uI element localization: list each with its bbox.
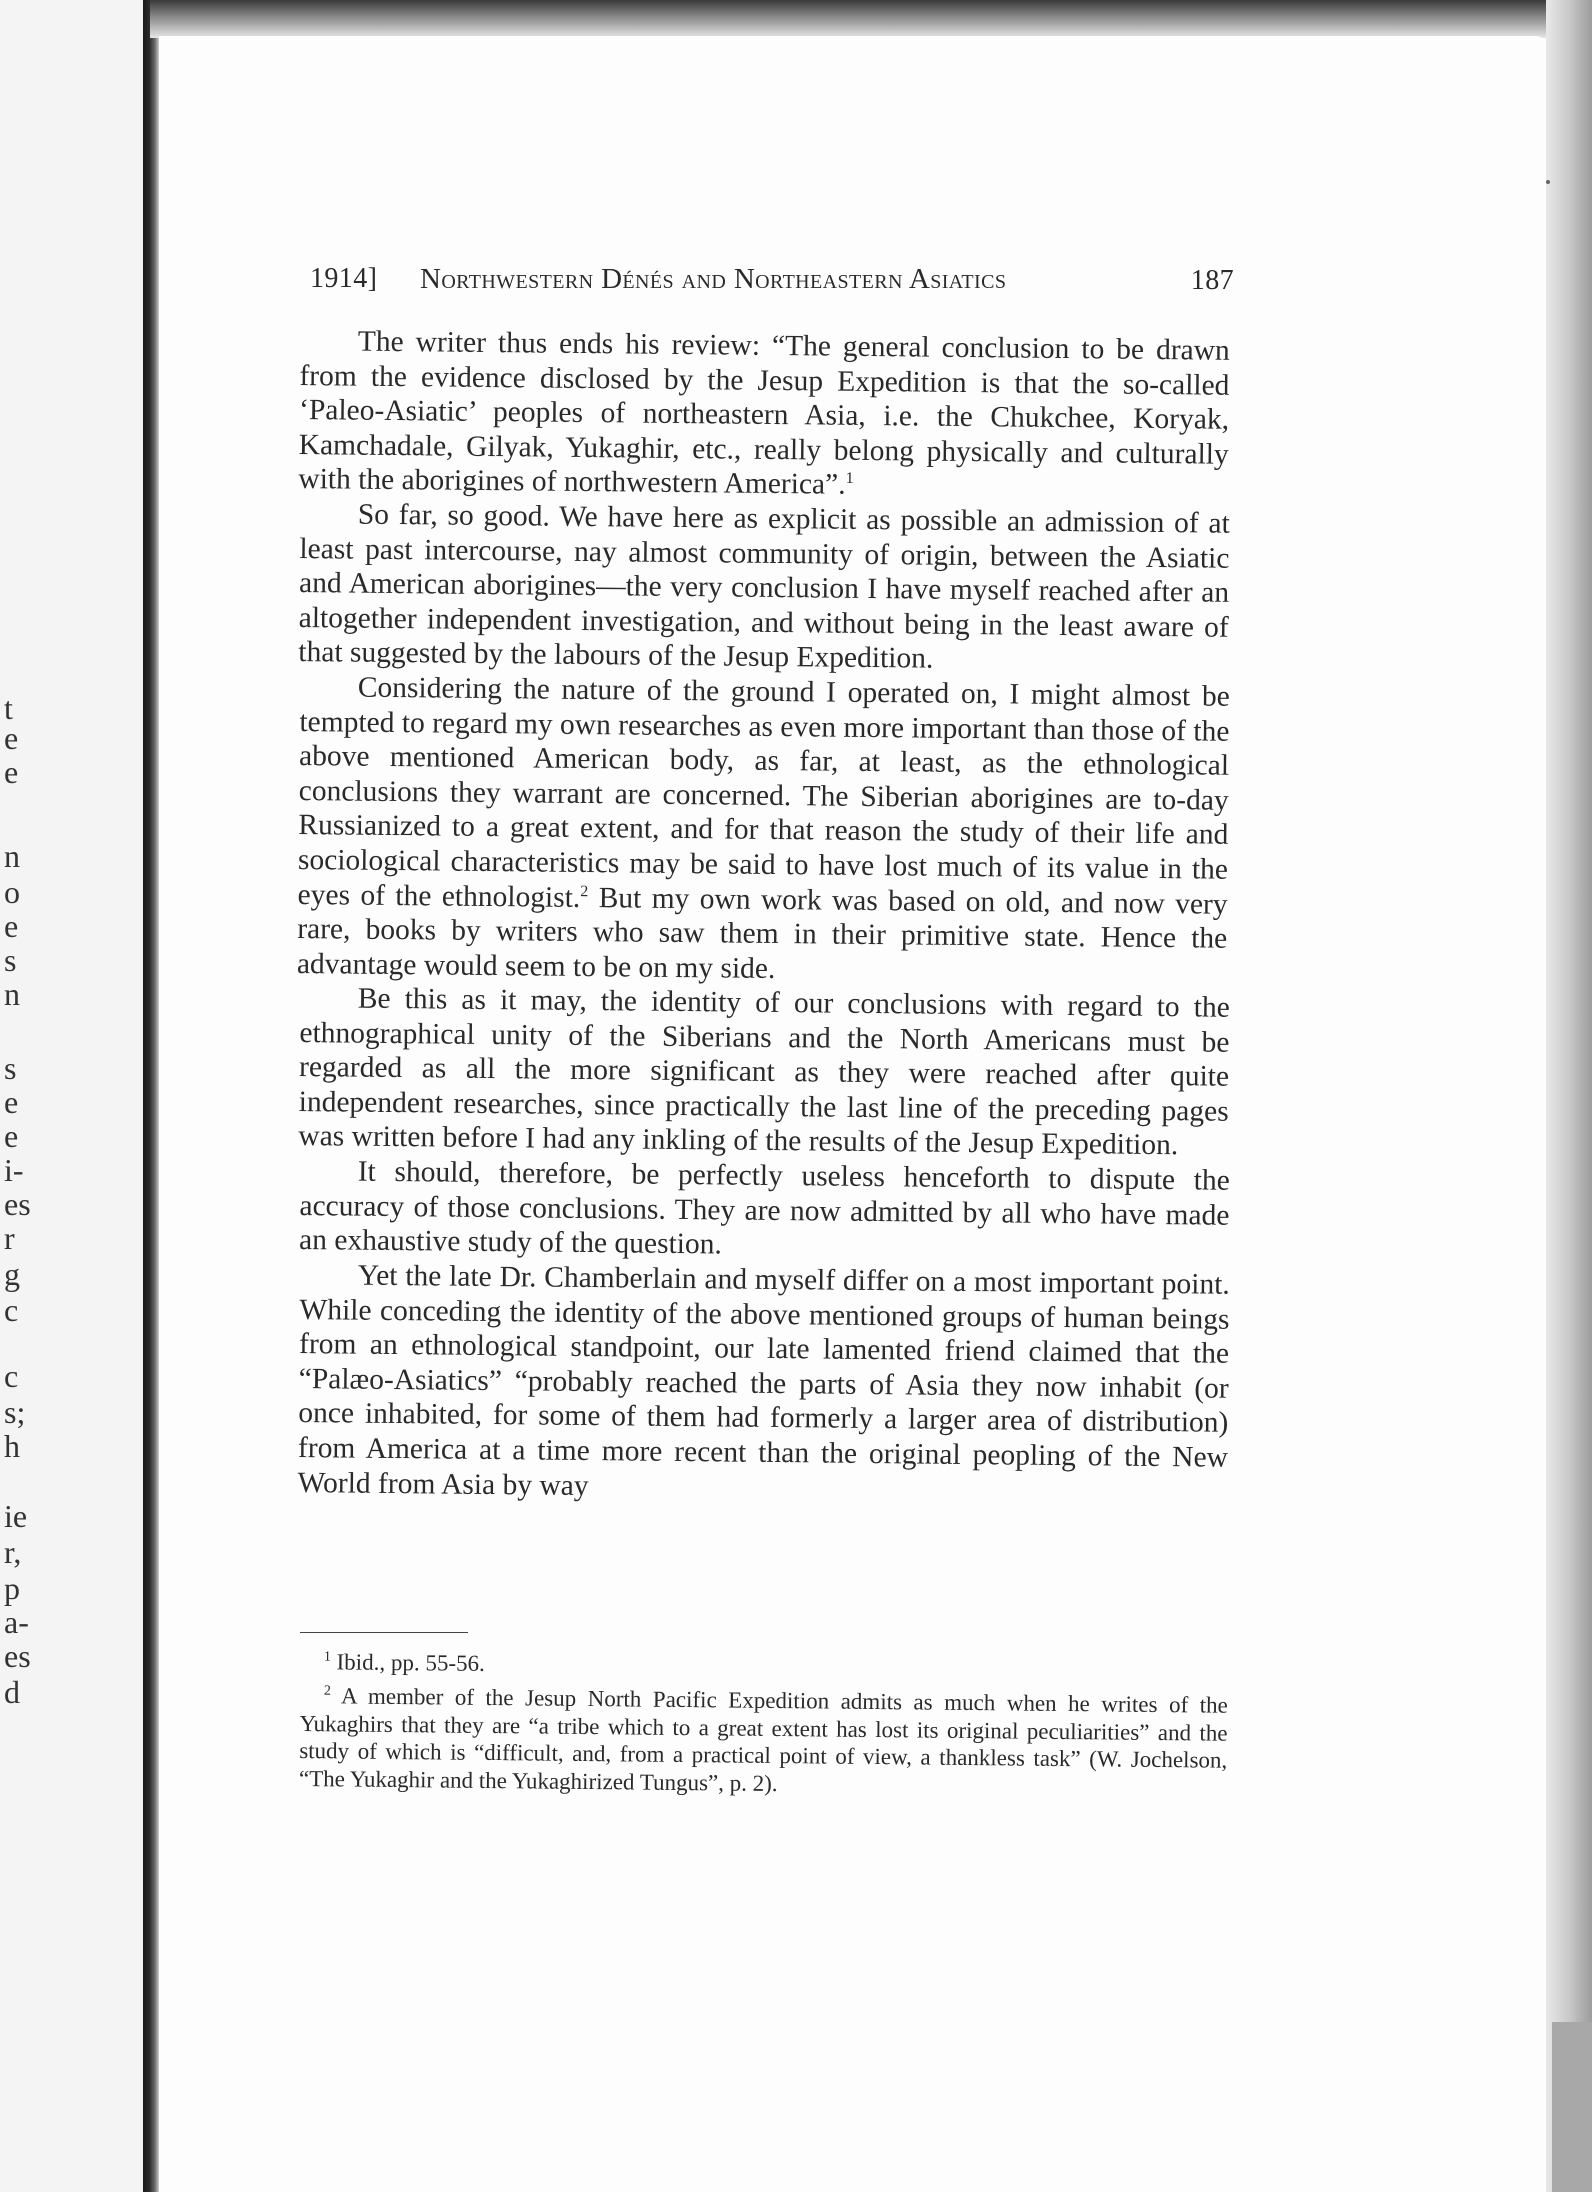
footnote-mark: 1 xyxy=(323,1649,331,1665)
edge-letter: r xyxy=(4,1220,15,1256)
edge-letter: t xyxy=(4,690,13,726)
edge-letter: g xyxy=(4,1256,20,1292)
paragraph-text: The writer thus ends his review: “The general conclusion to be drawn from the evidence disclosed by the Jesup Expedition is that the so-called ‘Paleo-Asiatic’ peoples of northeastern Asia, i.e. the Chukchee, Koryak, Kamchadale, Gilyak, Yukaghir, etc., really belong physically and culturally with the aborigines of northwestern America”. xyxy=(298,325,1230,502)
footnote-mark: 2 xyxy=(323,1683,331,1699)
paragraph xyxy=(298,981,1230,1164)
paragraph xyxy=(299,1154,1230,1268)
edge-letter: s xyxy=(4,942,17,978)
book-gutter xyxy=(143,0,159,2192)
scan-corner-shadow xyxy=(1552,2022,1592,2192)
scan-speck xyxy=(1546,180,1550,184)
edge-letter: a- xyxy=(4,1604,29,1640)
edge-letter: s; xyxy=(4,1394,26,1430)
paragraph-text: Considering the nature of the ground I operated on, I might almost be tempted to regard my own researches as even more important than those of the above mentioned American body, as far, at least, as the ethnological conclusions they warrant are concerned. The Siberian aborigines are to-day Russianized to a great extent, and for that reason the study of their life and sociological characteristics may be said to have lost much of its value in the eyes of the ethnologist. xyxy=(297,671,1230,914)
edge-letter: n xyxy=(4,838,20,874)
paragraph-text: It should, therefore, be perfectly useless henceforth to dispute the accuracy of those conclusions. They are now admitted by all who have made an exhaustive study of the question. xyxy=(298,1155,1230,1261)
page-number: 187 xyxy=(1190,265,1234,296)
edge-letter: e xyxy=(4,720,19,756)
edge-letter: ie xyxy=(4,1498,28,1534)
running-head-year: 1914] xyxy=(310,263,378,294)
edge-letter: e xyxy=(4,754,19,790)
body-text xyxy=(296,324,1230,1502)
scan-top-edge xyxy=(150,0,1592,38)
edge-letter: i- xyxy=(4,1152,24,1188)
paragraph-text: Be this as it may, the identity of our conclusions with regard to the ethnographical unity of the Siberians and the North Americans must be regarded as all the more significant as they were reached after quite independent researches, since practically the last line of the preceding pages was written before I had any inkling of the results of the Jesup Expedition. xyxy=(298,982,1230,1162)
paragraph-text: So far, so good. We have here as explicit as possible an admission of at least past intercourse, nay almost community of origin, between the Asiatic and American aborigines—the very conclusion I have myself reached after an altogether independent investigation, and without being in the least aware of that suggested by the labours of the Jesup Expedition. xyxy=(298,498,1230,675)
edge-letter: p xyxy=(4,1570,20,1606)
edge-letter: c xyxy=(4,1292,19,1328)
footnote-ref: 1 xyxy=(845,470,854,488)
footnotes xyxy=(298,1648,1228,1796)
edge-letter: es xyxy=(4,1186,31,1222)
footnote-rule xyxy=(300,1632,468,1633)
edge-letter: o xyxy=(4,874,20,910)
adjacent-page-edge xyxy=(0,0,150,2192)
edge-letter: e xyxy=(4,1084,19,1120)
footnote-text: A member of the Jesup North Pacific Expedition admits as much when he writes of the Yukaghirs that they are “a tribe which to a great extent has lost its original peculiarities” and the study of which is “difficult, and, from a practical point of view, a thankless task” (W. Jochelson, “The Yukaghir and the Yukaghirized Tungus”, p. 2). xyxy=(298,1682,1228,1796)
running-head xyxy=(310,263,1234,303)
running-head-title: Northwestern Dénés and Northeastern Asiatics xyxy=(420,263,1007,295)
edge-letter: d xyxy=(4,1674,20,1710)
edge-letter: es xyxy=(4,1638,31,1674)
footnote-ref: 2 xyxy=(580,882,589,900)
edge-letter: e xyxy=(4,1118,19,1154)
edge-letter: r, xyxy=(4,1534,22,1570)
paragraph xyxy=(298,497,1230,680)
paragraph xyxy=(298,324,1230,507)
edge-letter: c xyxy=(4,1358,19,1394)
paragraph-text: But my own work was based on old, and now very rare, books by writers who saw them in their primitive state. Hence the advantage would seem to be on my side. xyxy=(296,881,1228,985)
edge-letter: e xyxy=(4,908,19,944)
edge-letter: h xyxy=(4,1428,20,1464)
edge-letter: s xyxy=(4,1050,17,1086)
footnote xyxy=(299,1682,1228,1802)
footnote xyxy=(300,1648,1228,1685)
paragraph xyxy=(297,1258,1229,1510)
footnote-text: Ibid., pp. 55-56. xyxy=(336,1649,485,1676)
edge-letter: n xyxy=(4,976,20,1012)
paragraph xyxy=(297,670,1230,991)
paragraph-text: Yet the late Dr. Chamberlain and myself differ on a most important point. While conceding the identity of the above mentioned groups of human beings from an ethnological standpoint, our late lamented friend claimed that the “Palæo-Asiatics” “probably reached the parts of Asia they now inhabit (or once inhabited, for some of them had formerly a larger area of distribution) from America at a time more recent than the original peopling of the New World from Asia by way xyxy=(297,1259,1230,1502)
scan-right-edge xyxy=(1546,0,1592,2192)
